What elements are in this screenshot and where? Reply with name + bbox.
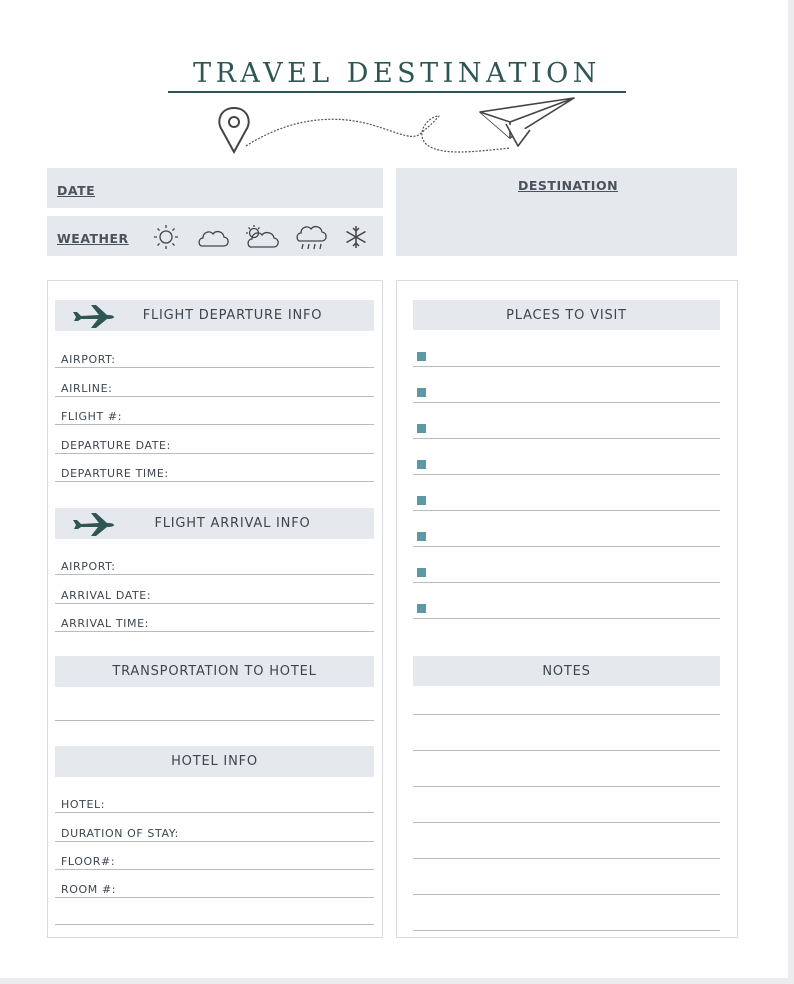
field-label: FLIGHT #:	[61, 410, 123, 423]
field-label: DURATION OF STAY:	[61, 827, 179, 840]
hotel-info-title: HOTEL INFO	[171, 754, 258, 769]
destination-label: DESTINATION	[518, 178, 619, 193]
airplane-icon	[71, 303, 115, 329]
weather-label: WEATHER	[57, 231, 129, 246]
place-item[interactable]	[413, 454, 720, 475]
field-label: AIRPORT:	[61, 353, 116, 366]
flight-arrival-header	[55, 508, 374, 539]
page-edge-bottom	[0, 978, 794, 984]
airline-field[interactable]	[55, 378, 374, 397]
notes-title: NOTES	[542, 663, 591, 679]
place-item[interactable]	[413, 598, 720, 619]
field-label: FLOOR#:	[61, 855, 116, 868]
notes-line[interactable]	[413, 750, 720, 751]
bullet-square-icon	[417, 460, 426, 469]
notes-line[interactable]	[413, 822, 720, 823]
weather-icons	[150, 222, 375, 252]
date-label: DATE	[57, 183, 96, 198]
transportation-header	[55, 656, 374, 687]
field-label: ROOM #:	[61, 883, 117, 896]
departure-time-field[interactable]	[55, 463, 374, 482]
field-label: ARRIVAL DATE:	[61, 589, 152, 602]
bullet-square-icon	[417, 424, 426, 433]
flight-departure-title: FLIGHT DEPARTURE INFO	[142, 308, 323, 323]
floor-field[interactable]	[55, 851, 374, 870]
flight-path-illustration	[210, 94, 590, 164]
place-item[interactable]	[413, 490, 720, 511]
flight-number-field[interactable]	[55, 406, 374, 425]
page-title: TRAVEL DESTINATION	[193, 58, 601, 89]
notes-line[interactable]	[413, 714, 720, 715]
field-label: AIRPORT:	[61, 560, 116, 573]
notes-header	[413, 656, 720, 686]
snowflake-icon[interactable]	[347, 226, 366, 248]
cloud-icon[interactable]	[199, 232, 228, 246]
places-to-visit-header	[413, 300, 720, 330]
field-label: DEPARTURE DATE:	[61, 439, 171, 452]
notes-line[interactable]	[413, 894, 720, 895]
places-to-visit-title: PLACES TO VISIT	[506, 307, 627, 323]
bullet-square-icon	[417, 388, 426, 397]
bullet-square-icon	[417, 532, 426, 541]
hotel-field[interactable]	[55, 794, 374, 813]
transportation-title: TRANSPORTATION TO HOTEL	[112, 664, 317, 679]
bullet-square-icon	[417, 604, 426, 613]
bullet-square-icon	[417, 496, 426, 505]
departure-airport-field[interactable]	[55, 349, 374, 368]
rain-icon[interactable]	[297, 227, 326, 249]
duration-of-stay-field[interactable]	[55, 823, 374, 842]
room-field[interactable]	[55, 879, 374, 898]
page-edge-right	[788, 0, 794, 984]
location-pin-icon	[219, 108, 248, 152]
field-label: DEPARTURE TIME:	[61, 467, 169, 480]
place-item[interactable]	[413, 346, 720, 367]
field-label: HOTEL:	[61, 798, 106, 811]
field-label: ARRIVAL TIME:	[61, 617, 149, 630]
arrival-date-field[interactable]	[55, 585, 374, 604]
notes-line[interactable]	[413, 786, 720, 787]
place-item[interactable]	[413, 382, 720, 403]
date-box[interactable]	[47, 168, 383, 208]
airplane-icon	[71, 511, 115, 537]
notes-line[interactable]	[413, 858, 720, 859]
paper-airplane-icon	[480, 98, 574, 146]
partly-cloudy-icon[interactable]	[246, 225, 278, 247]
field-label: AIRLINE:	[61, 382, 113, 395]
departure-date-field[interactable]	[55, 435, 374, 454]
place-item[interactable]	[413, 418, 720, 439]
place-item[interactable]	[413, 562, 720, 583]
arrival-airport-field[interactable]	[55, 556, 374, 575]
bullet-square-icon	[417, 568, 426, 577]
place-item[interactable]	[413, 526, 720, 547]
hotel-info-header	[55, 746, 374, 777]
flight-arrival-title: FLIGHT ARRIVAL INFO	[154, 516, 311, 531]
bullet-square-icon	[417, 352, 426, 361]
transportation-line[interactable]	[55, 720, 374, 721]
notes-line[interactable]	[413, 930, 720, 931]
hotel-extra-line[interactable]	[55, 924, 374, 925]
flight-departure-header	[55, 300, 374, 331]
sun-icon[interactable]	[154, 225, 178, 249]
title-underline	[168, 91, 626, 93]
arrival-time-field[interactable]	[55, 613, 374, 632]
